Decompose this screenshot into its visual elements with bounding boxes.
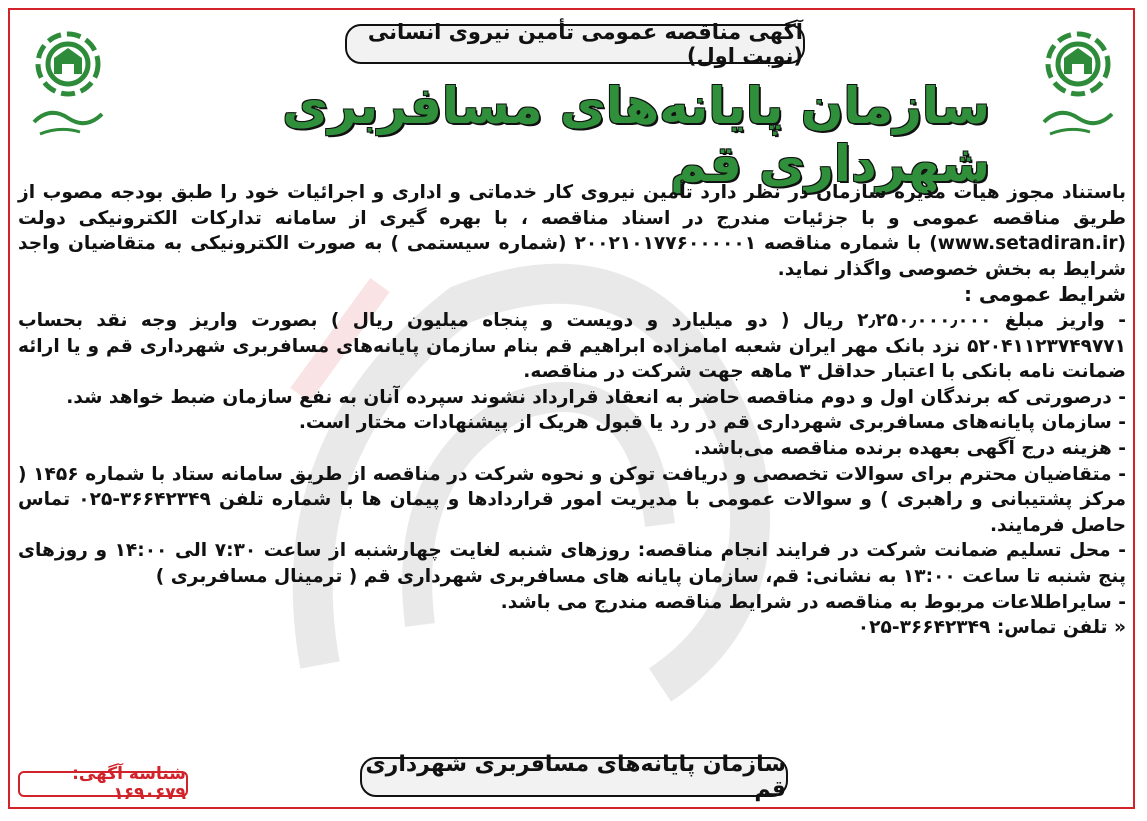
municipality-logo-right (1030, 22, 1126, 142)
notice-title-banner: آگهی مناقصه عمومی تأمین نیروی انسانی (نوبت اول) (345, 24, 805, 64)
condition-item: - سایراطلاعات مربوط به مناقصه در شرایط مناقصه مندرج می باشد. (500, 591, 1126, 613)
condition-item: - محل تسلیم ضمانت شرکت در فرایند انجام مناقصه: روزهای شنبه لغایت چهارشنبه از ساعت ۷:۳۰ الی ۱۴:۰۰ و روزهای پنج شنبه تا ساعت ۱۳:۰۰ به نشانی: قم، سازمان پایانه های مسافربری شهرداری قم ( ترمینال مسافربری ) (18, 540, 1126, 587)
condition-item: - درصورتی که برندگان اول و دوم مناقصه حاضر به انعقاد قرارداد نشوند سپرده آنان به نفع سازمان ضبط خواهد شد. (66, 386, 1126, 408)
condition-item: - واریز مبلغ ۲٫۲۵۰٫۰۰۰٫۰۰۰ ریال ( دو میلیارد و دویست و پنجاه میلیون ریال ) بصورت واریز وجه نقد بحساب ۵۲۰۴۱۱۲۳۷۴۹۷۷۱ نزد بانک مهر ایران شعبه امامزاده ابراهیم قم بنام سازمان پایانه‌های مسافربری شهرداری قم و یا ارائه ضمانت نامه بانکی با اعتبار حداقل ۳ ماهه جهت شرکت در مناقصه. (18, 309, 1126, 383)
condition-item: - سازمان پایانه‌های مسافربری شهرداری قم در رد یا قبول هریک از پیشنهادات مختار است. (298, 412, 1126, 434)
municipality-logo-left (20, 22, 116, 142)
notice-body (18, 180, 1126, 641)
municipality-emblem-icon (1030, 22, 1126, 142)
intro-paragraph: باستناد مجوز هیأت مدیره سازمان در نظر دارد تأمین نیروی کار خدماتی و اداری و اجرائیات خود را طبق بودجه مصوب از طریق مناقصه عمومی و با جزئیات مندرج در اسناد مناقصه ، با بهره گیری از سامانه تدارکات الکترونیکی دولت (www.setadiran.ir) با شماره مناقصه ۲۰۰۲۱۰۱۷۷۶۰۰۰۰۰۱ (شماره سیستمی ) به صورت الکترونیکی به متقاضیان واجد شرایط به بخش خصوصی واگذار نماید. (18, 182, 1127, 280)
condition-item: - هزینه درج آگهی بعهده برنده مناقصه می‌باشد. (693, 437, 1126, 459)
municipality-emblem-icon (20, 22, 116, 142)
organization-title: سازمان پایانه‌های مسافربری شهرداری قم (282, 77, 990, 193)
ad-id-badge: شناسه آگهی: ۱۶۹۰۶۷۹ (18, 771, 188, 797)
footer-organization-banner: سازمان پایانه‌های مسافربری شهرداری قم (360, 757, 788, 797)
condition-item: - متقاضیان محترم برای سوالات تخصصی و دریافت توکن و نحوه شرکت در مناقصه از طریق سامانه ستاد با شماره ۱۴۵۶ ( مرکز پشتیبانی و راهبری ) و سوالات عمومی با مدیریت امور قراردادها و پیمان ها با شماره تلفن ۳۶۶۴۲۳۴۹-۰۲۵ تماس حاصل فرمایند. (18, 463, 1126, 536)
contact-phone: « تلفن تماس: ۳۶۶۴۲۳۴۹-۰۲۵ (857, 617, 1126, 639)
conditions-heading: شرایط عمومی : (963, 282, 1126, 307)
